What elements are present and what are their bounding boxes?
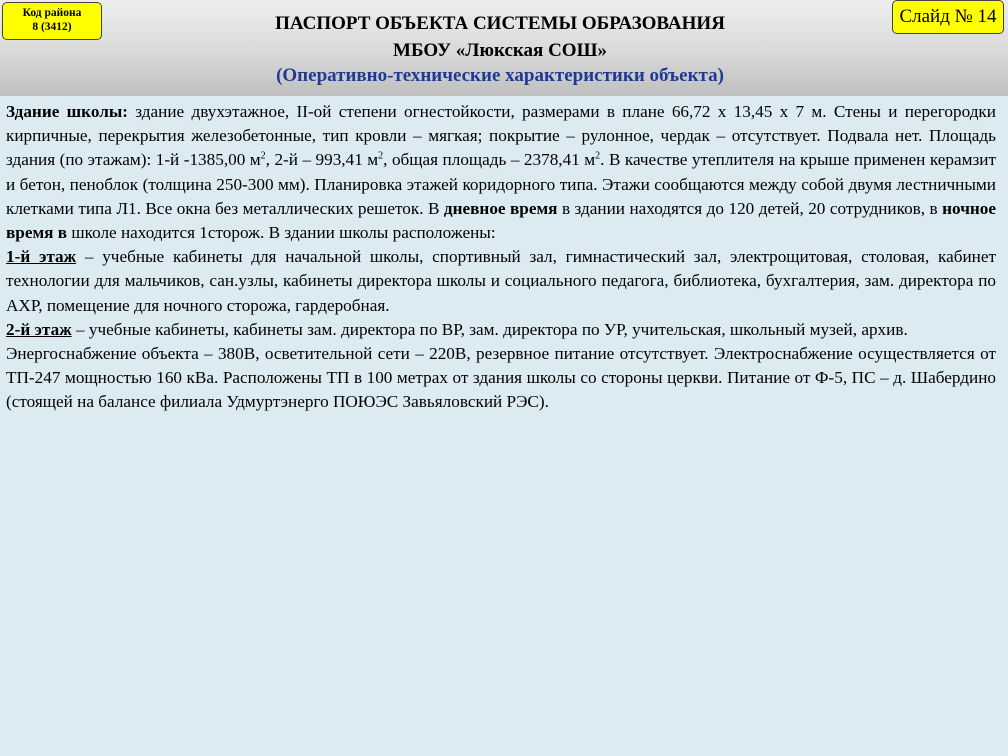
floor-1-label: 1-й этаж [6, 247, 77, 267]
floor-2-text: – учебные кабинеты, кабинеты зам. директора по ВР, зам. директора по УР, учительская, школьный музей, архив. [71, 319, 908, 339]
district-code-value: 8 (3412) [32, 21, 72, 33]
page-title: ПАСПОРТ ОБЪЕКТА СИСТЕМЫ ОБРАЗОВАНИЯ [275, 13, 725, 34]
building-text-e: в здании находятся до 120 детей, 20 сотрудников, в [557, 198, 943, 218]
sup-2: 2 [378, 150, 384, 162]
building-text-b: , 2-й – 993,41 м [265, 150, 379, 170]
floor-1-paragraph [6, 245, 996, 318]
building-description [6, 100, 996, 415]
district-code-label: Код района [22, 7, 82, 19]
district-code-badge [2, 2, 102, 40]
building-text-a: здание двухэтажное, II-ой степени огнестойкости, размерами в плане 66,72 х 13,45 х 7 м. Стены и перегородки кирпичные, перекрытия железобетонные, тип кровли – мягкая; покрытие – рулонное, чердак – отсутствует. Подвала нет. Площадь здания (по этажам): 1-й -1385,00 м [6, 102, 996, 170]
building-text-c: , общая площадь – 2378,41 м [383, 150, 596, 170]
sup-1: 2 [260, 150, 266, 162]
sup-3: 2 [595, 150, 601, 162]
slide-number-badge: Слайд № 14 [892, 0, 1004, 34]
floor-2-label: 2-й этаж [6, 319, 72, 339]
building-paragraph [6, 100, 996, 245]
energy-paragraph: Энергоснабжение объекта – 380В, осветительной сети – 220В, резервное питание отсутствует. Электроснабжение осуществляется от ТП-247 мощностью 160 кВа. Расположены ТП в 100 метрах от здания школы со стороны церкви. Питание от Ф-5, ПС – д. Шабердино (стоящей на балансе филиала Удмуртэнерго ПОЮЭС Завьяловский РЭС). [6, 344, 996, 412]
floor-2-paragraph [6, 318, 996, 342]
page-subtitle: (Оперативно-технические характеристики объекта) [276, 65, 724, 86]
school-name: МБОУ «Люкская СОШ» [393, 40, 607, 61]
building-text-f: школе находится 1сторож. В здании школы расположены: [67, 223, 496, 243]
night-time-label: ночное время в [6, 198, 997, 243]
building-text-d: . В качестве утеплителя на крыше применен керамзит и бетон, пеноблок (толщина 250-300 мм). Планировка этажей коридорного типа. Этажи сообщаются между собой двумя лестничными клетками типа Л1. Все окна без металлических решеток. В [6, 150, 996, 218]
building-label: Здание школы: [6, 102, 128, 121]
day-time-label: дневное время [443, 198, 558, 218]
floor-1-text: – учебные кабинеты для начальной школы, спортивный зал, гимнастический зал, электрощитовая, столовая, кабинет технологии для мальчиков, сан.узлы, кабинеты директора школы и социального педагога, библиотека, бухгалтерия, зам. директора по АХР, помещение для ночного сторожа, гардеробная. [6, 247, 996, 315]
slide-header [0, 0, 1008, 96]
